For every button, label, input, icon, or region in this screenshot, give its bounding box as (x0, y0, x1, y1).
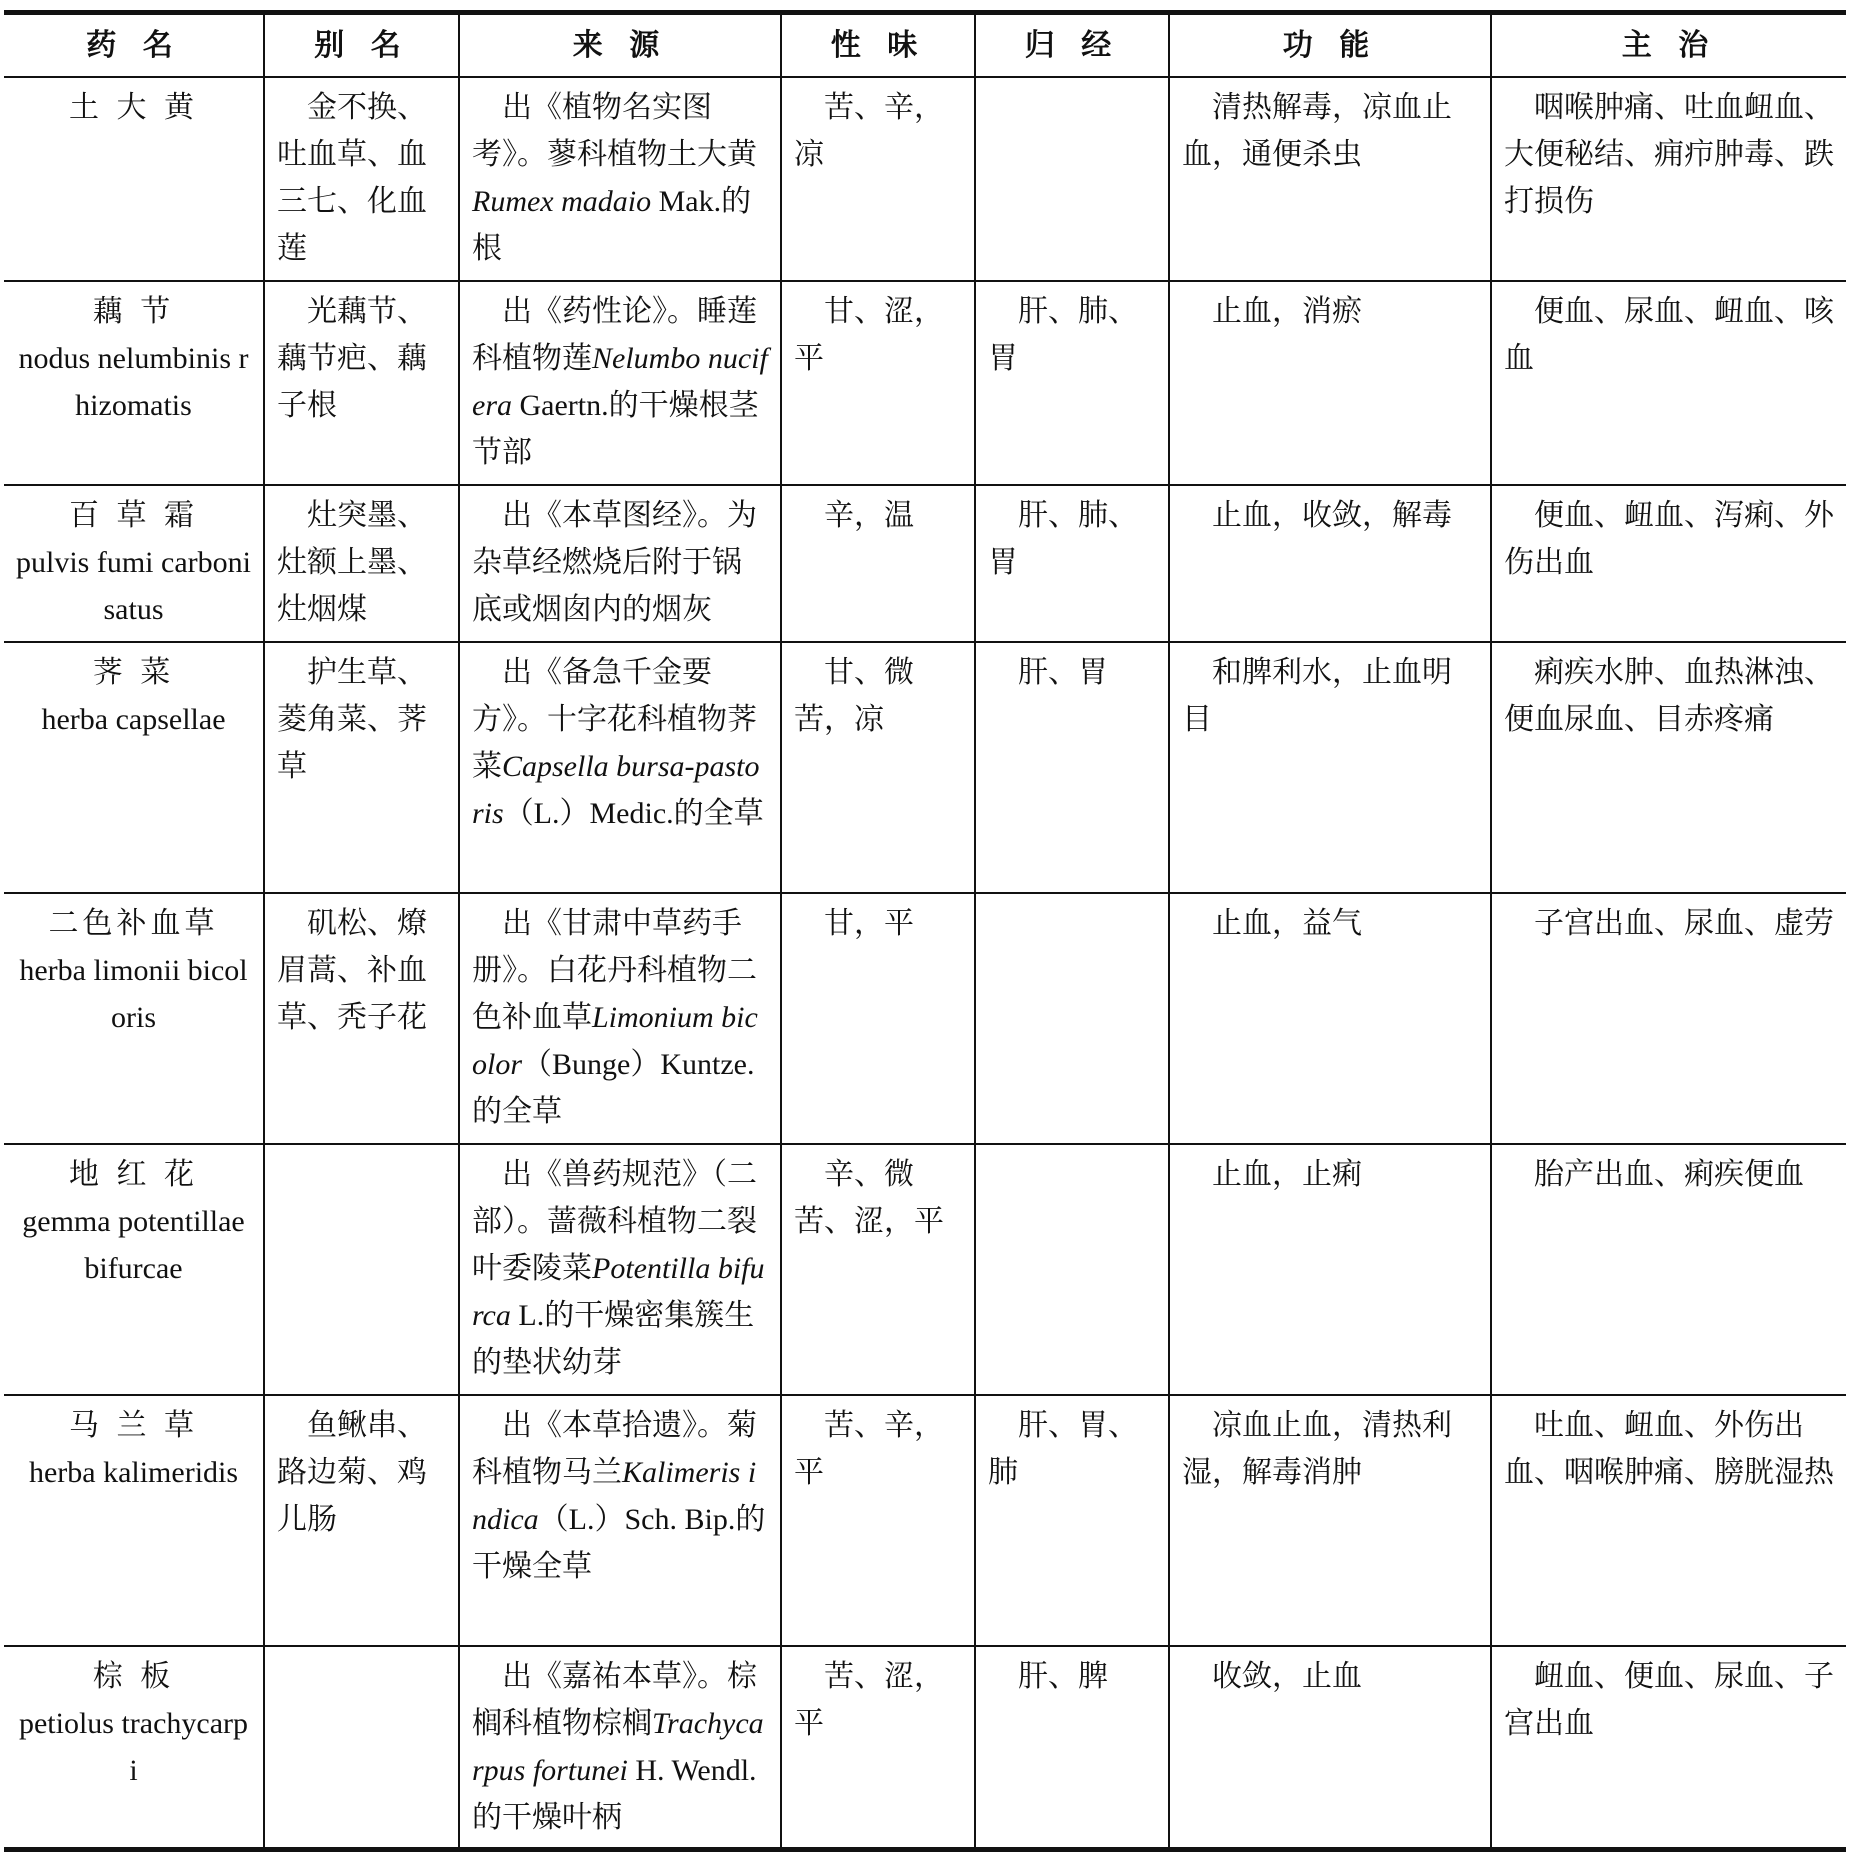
header-source: 来 源 (459, 13, 781, 77)
function-cell: 收敛，止血 (1169, 1646, 1491, 1850)
source-latin: Nelumbo nucifera (472, 341, 768, 422)
herb-name-cell (4, 281, 264, 485)
function-cell: 止血，益气 (1169, 893, 1491, 1144)
source-cell (459, 1646, 781, 1850)
table-row (4, 1646, 1846, 1850)
header-indication: 主 治 (1491, 13, 1846, 77)
herb-name-latin: petiolus trachycarpi (18, 1706, 249, 1787)
herb-name-latin: nodus nelumbinis rhizomatis (18, 341, 249, 422)
source-part: 的全草 (673, 795, 764, 831)
source-author: （Bunge）Kuntze. (522, 1047, 755, 1081)
indication-cell: 胎产出血、痢疾便血 (1491, 1144, 1846, 1395)
meridian-cell: 肝、肺、胃 (975, 485, 1169, 642)
alias-cell (264, 1144, 459, 1395)
indication-cell: 痢疾水肿、血热淋浊、便血尿血、目赤疼痛 (1491, 642, 1846, 893)
header-row (4, 13, 1846, 77)
source-latin: Capsella bursa-pastoris (472, 749, 760, 830)
function-cell: 止血，止痢 (1169, 1144, 1491, 1395)
nature-cell: 苦、辛，平 (781, 1395, 975, 1646)
meridian-cell: 肝、肺、胃 (975, 281, 1169, 485)
alias-cell: 灶突墨、灶额上墨、灶烟煤 (264, 485, 459, 642)
herb-name-latin: pulvis fumi carbonisatus (16, 545, 251, 626)
function-cell: 和脾利水，止血明目 (1169, 642, 1491, 893)
source-text: 出《甘肃中草药手册》。白花丹科植物二色补血草 (472, 905, 757, 1035)
source-text: 出《药性论》。睡莲科植物莲 (472, 293, 757, 376)
table-row (4, 642, 1846, 893)
source-text: 出《植物名实图考》。蓼科植物土大黄 (472, 89, 757, 172)
nature-cell: 甘、微苦，凉 (781, 642, 975, 893)
source-cell (459, 1144, 781, 1395)
nature-cell: 甘、涩，平 (781, 281, 975, 485)
indication-cell: 便血、尿血、衄血、咳血 (1491, 281, 1846, 485)
source-part: 的根 (472, 183, 752, 266)
header-name: 药 名 (4, 13, 264, 77)
herb-table (4, 10, 1846, 1852)
alias-cell: 光藕节、藕节疤、藕子根 (264, 281, 459, 485)
source-author: L. (510, 1298, 545, 1332)
source-cell (459, 485, 781, 642)
table-row (4, 893, 1846, 1144)
meridian-cell (975, 77, 1169, 281)
indication-cell: 吐血、衄血、外伤出血、咽喉肿痛、膀胱湿热 (1491, 1395, 1846, 1646)
herb-name-cn: 百 草 霜 (68, 497, 199, 533)
source-author: Gaertn. (512, 388, 609, 422)
indication-cell: 便血、衄血、泻痢、外伤出血 (1491, 485, 1846, 642)
herb-name-latin: herba capsellae (41, 702, 226, 736)
herb-name-cell (4, 893, 264, 1144)
source-latin: Limonium bicolor (472, 1000, 758, 1081)
herb-name-cell (4, 1144, 264, 1395)
nature-cell: 辛、微苦、涩，平 (781, 1144, 975, 1395)
source-author: （L.）Sch. Bip. (538, 1502, 736, 1536)
meridian-cell (975, 893, 1169, 1144)
source-latin: Trachycarpus fortunei (472, 1706, 764, 1787)
alias-cell: 护生草、菱角菜、荠草 (264, 642, 459, 893)
table-row (4, 1144, 1846, 1395)
herb-name-cn: 荠 菜 (92, 654, 175, 690)
herb-name-cn: 二色补血草 (48, 905, 219, 941)
nature-cell: 苦、辛，凉 (781, 77, 975, 281)
source-text: 出《嘉祐本草》。棕榈科植物棕榈 (472, 1658, 757, 1741)
function-cell: 止血，消瘀 (1169, 281, 1491, 485)
meridian-cell: 肝、胃、肺 (975, 1395, 1169, 1646)
source-cell (459, 642, 781, 893)
meridian-cell: 肝、脾 (975, 1646, 1169, 1850)
header-nature: 性 味 (781, 13, 975, 77)
herb-name-cell (4, 642, 264, 893)
indication-cell: 衄血、便血、尿血、子宫出血 (1491, 1646, 1846, 1850)
meridian-cell: 肝、胃 (975, 642, 1169, 893)
table-row (4, 485, 1846, 642)
alias-cell: 矶松、燎眉蒿、补血草、秃子花 (264, 893, 459, 1144)
source-cell (459, 281, 781, 485)
meridian-cell (975, 1144, 1169, 1395)
indication-cell: 子宫出血、尿血、虚劳 (1491, 893, 1846, 1144)
indication-cell: 咽喉肿痛、吐血衄血、大便秘结、痈疖肿毒、跌打损伤 (1491, 77, 1846, 281)
source-author: H. Wendl. (627, 1753, 757, 1787)
source-latin: Rumex madaio (472, 184, 652, 218)
header-meridian: 归 经 (975, 13, 1169, 77)
herb-name-latin: herba kalimeridis (28, 1455, 239, 1489)
function-cell: 止血，收敛，解毒 (1169, 485, 1491, 642)
function-cell: 清热解毒，凉血止血，通便杀虫 (1169, 77, 1491, 281)
source-author: Mak. (651, 184, 722, 218)
herb-name-cn: 藕 节 (92, 293, 175, 329)
herb-name-cell (4, 485, 264, 642)
source-part: 的全草 (472, 1093, 562, 1129)
source-text: 出《兽药规范》（二部）。蔷薇科植物二裂叶委陵菜 (472, 1156, 757, 1286)
source-part: 的干燥全草 (472, 1501, 766, 1584)
herb-name-latin: herba limonii bicoloris (19, 953, 248, 1034)
source-author: （L.）Medic. (503, 796, 674, 830)
table-row (4, 1395, 1846, 1646)
header-function: 功 能 (1169, 13, 1491, 77)
source-part: 的干燥叶柄 (472, 1799, 622, 1835)
function-cell: 凉血止血，清热利湿，解毒消肿 (1169, 1395, 1491, 1646)
herb-name-cn: 地 红 花 (68, 1156, 199, 1192)
table-row (4, 77, 1846, 281)
source-latin: Potentilla bifurca (472, 1251, 765, 1332)
source-cell (459, 893, 781, 1144)
table-body (4, 77, 1846, 1850)
header-alias: 别 名 (264, 13, 459, 77)
alias-cell: 金不换、吐血草、血三七、化血莲 (264, 77, 459, 281)
herb-name-cell (4, 77, 264, 281)
source-text: 出《备急千金要方》。十字花科植物荠菜 (472, 654, 757, 784)
nature-cell: 苦、涩，平 (781, 1646, 975, 1850)
source-part: 的干燥密集簇生的垫状幼芽 (472, 1297, 755, 1380)
source-text: 出《本草图经》。为杂草经燃烧后附于锅底或烟囱内的烟灰 (472, 497, 757, 627)
herb-name-cn: 土 大 黄 (68, 89, 199, 125)
herb-name-cn: 棕 板 (92, 1658, 175, 1694)
nature-cell: 辛，温 (781, 485, 975, 642)
source-text: 出《本草拾遗》。菊科植物马兰 (472, 1407, 757, 1490)
alias-cell (264, 1646, 459, 1850)
source-cell (459, 1395, 781, 1646)
herb-name-cell (4, 1646, 264, 1850)
herb-name-cn: 马 兰 草 (68, 1407, 199, 1443)
herb-name-cell (4, 1395, 264, 1646)
source-part: 的干燥根茎节部 (472, 387, 759, 470)
herb-name-latin: gemma potentillae bifurcae (22, 1204, 245, 1285)
alias-cell: 鱼鳅串、路边菊、鸡儿肠 (264, 1395, 459, 1646)
table-row (4, 281, 1846, 485)
source-cell (459, 77, 781, 281)
source-latin: Kalimeris indica (472, 1455, 757, 1536)
nature-cell: 甘，平 (781, 893, 975, 1144)
